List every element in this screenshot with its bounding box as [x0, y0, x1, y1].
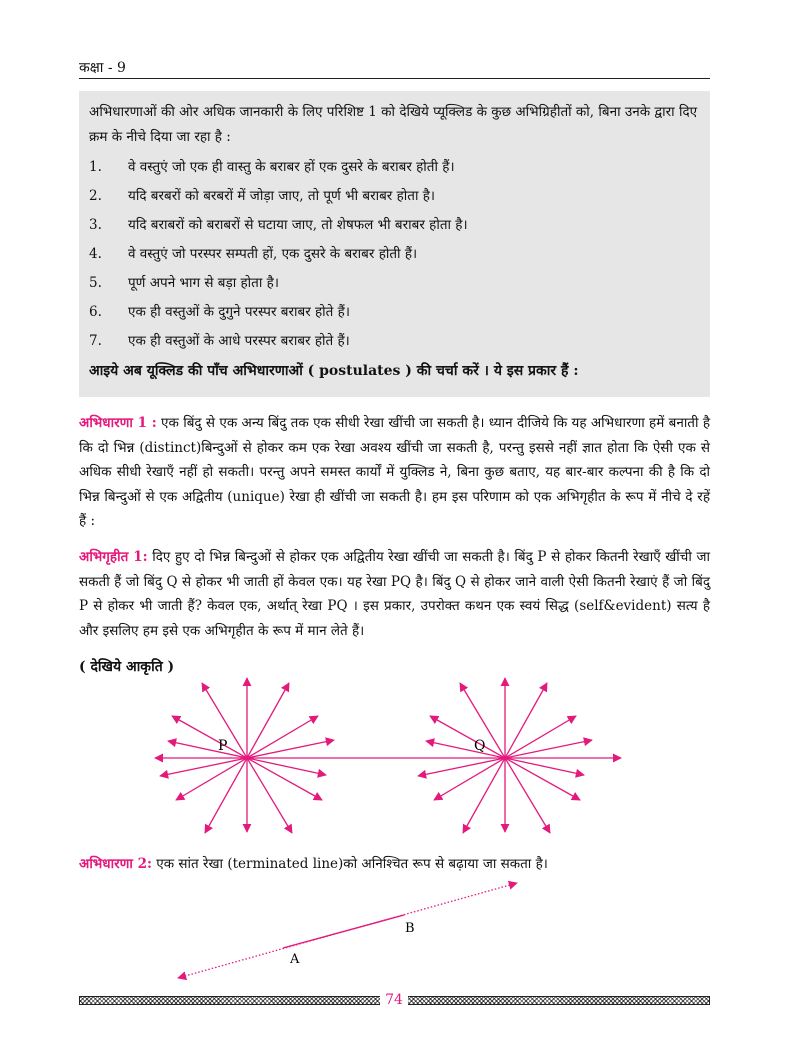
point-a-label: A [290, 952, 300, 967]
axiom-item-text: यदि बराबरों को बराबरों से घटाया जाए, तो शेषफल भी बराबर होता है। [128, 217, 468, 233]
lines-through-points-figure [155, 678, 621, 833]
figure-reference: ( देखिये आकृति ) [79, 659, 175, 675]
axiom-item-number: 1. [89, 159, 102, 175]
point-b-label: B [405, 921, 415, 936]
axiom-item-number: 5. [89, 275, 102, 291]
page-number: 74 [380, 990, 408, 1010]
axioms-intro: अभिधारणाओं की ओर अधिक जानकारी के लिए परिशिष्ट 1 को देखिये प्यूक्लिड के कुछ अभिग्रिहीतों को, बिना उनके द्वारा दिए क्रम के नीचे दिया जा रहा है : [89, 104, 698, 145]
point-p-label: P [218, 738, 228, 754]
page-header: कक्षा - 9 [79, 60, 126, 76]
axiom-item-number: 6. [89, 304, 102, 320]
axiom-1-text: दिए हुए दो भिन्न बिन्दुओं से होकर एक अद्वितीय रेखा खींची जा सकती है। बिंदु P से होकर कितनी रेखाएँ खींची जा सकती हैं जो बिंदु Q से होकर भी जाती हों केवल एक। यह रेखा PQ है। बिंदु Q से होकर जाने वाली ऐसी कितनी रेखाएं हैं जो बिंदु P से होकर भी जाती हैं? केवल एक, अर्थात् रेखा PQ । इस प्रकार, उपरोक्त कथन एक स्वयं सिद्ध (self&evident) सत्य है और इसलिए हम इसे एक अभिगृहीत के रूप में मान लेते हैं। [79, 549, 710, 639]
axiom-item-text: वे वस्तुएं जो एक ही वास्तु के बराबर हों एक दुसरे के बराबर होती हैं। [128, 159, 455, 175]
postulate-1-term: अभिधारणा 1 : [79, 415, 157, 431]
axiom-item-number: 3. [89, 217, 102, 233]
axiom-item-text: एक ही वस्तुओं के दुगुने परस्पर बराबर होते हैं। [128, 304, 350, 320]
axiom-item-text: वे वस्तुएं जो परस्पर सम्पती हों, एक दुसरे के बराबर होती हैं। [128, 246, 418, 262]
axiom-item-text: पूर्ण अपने भाग से बड़ा होता है। [128, 275, 279, 291]
postulate-2-text: एक सांत रेखा (terminated line)को अनिश्चित रूप से बढ़ाया जा सकता है। [151, 856, 548, 872]
axiom-item-number: 7. [89, 333, 102, 349]
postulates-intro: आइये अब यूक्लिड की पाँच अभिधारणाओं ( postulates ) की चर्चा करें । ये इस प्रकार हैं : [89, 363, 579, 379]
axiom-item-number: 4. [89, 246, 102, 262]
axiom-item-number: 2. [89, 188, 102, 204]
postulate-1-text: एक बिंदु से एक अन्य बिंदु तक एक सीधी रेखा खींची जा सकती है। ध्यान दीजिये कि यह अभिधारणा हमें बनाती है कि दो भिन्न (distinct)बिन्दुओं से होकर कम एक रेखा अवश्य खींची जा सकती है, परन्तु इससे नहीं ज्ञात होता कि ऐसी एक से अधिक सीधी रेखाएँ नहीं हो सकती। परन्तु अपने समस्त कार्यों में युक्लिड ने, बिना कुछ बताए, यह बार-बार कल्पना की है कि दो भिन्न बिन्दुओं से एक अद्वितीय (unique) रेखा ही खींची जा सकती है। हम इस परिणाम को एक अभिगृहीत के रूप में नीचे दे रहें हैं : [79, 415, 710, 529]
axiom-item-text: यदि बरबरों को बरबरों में जोड़ा जाए, तो पूर्ण भी बराबर होता है। [128, 188, 436, 204]
postulate-2-term: अभिधारणा 2: [79, 856, 152, 872]
point-q-label: Q [474, 738, 486, 754]
postulate-2-paragraph [79, 852, 710, 877]
terminated-line-segment [283, 915, 404, 948]
axiom-1-term: अभिगृहीत 1: [79, 549, 148, 565]
axiom-item-text: एक ही वस्तुओं के आधे परस्पर बराबर होते हैं। [128, 333, 350, 349]
